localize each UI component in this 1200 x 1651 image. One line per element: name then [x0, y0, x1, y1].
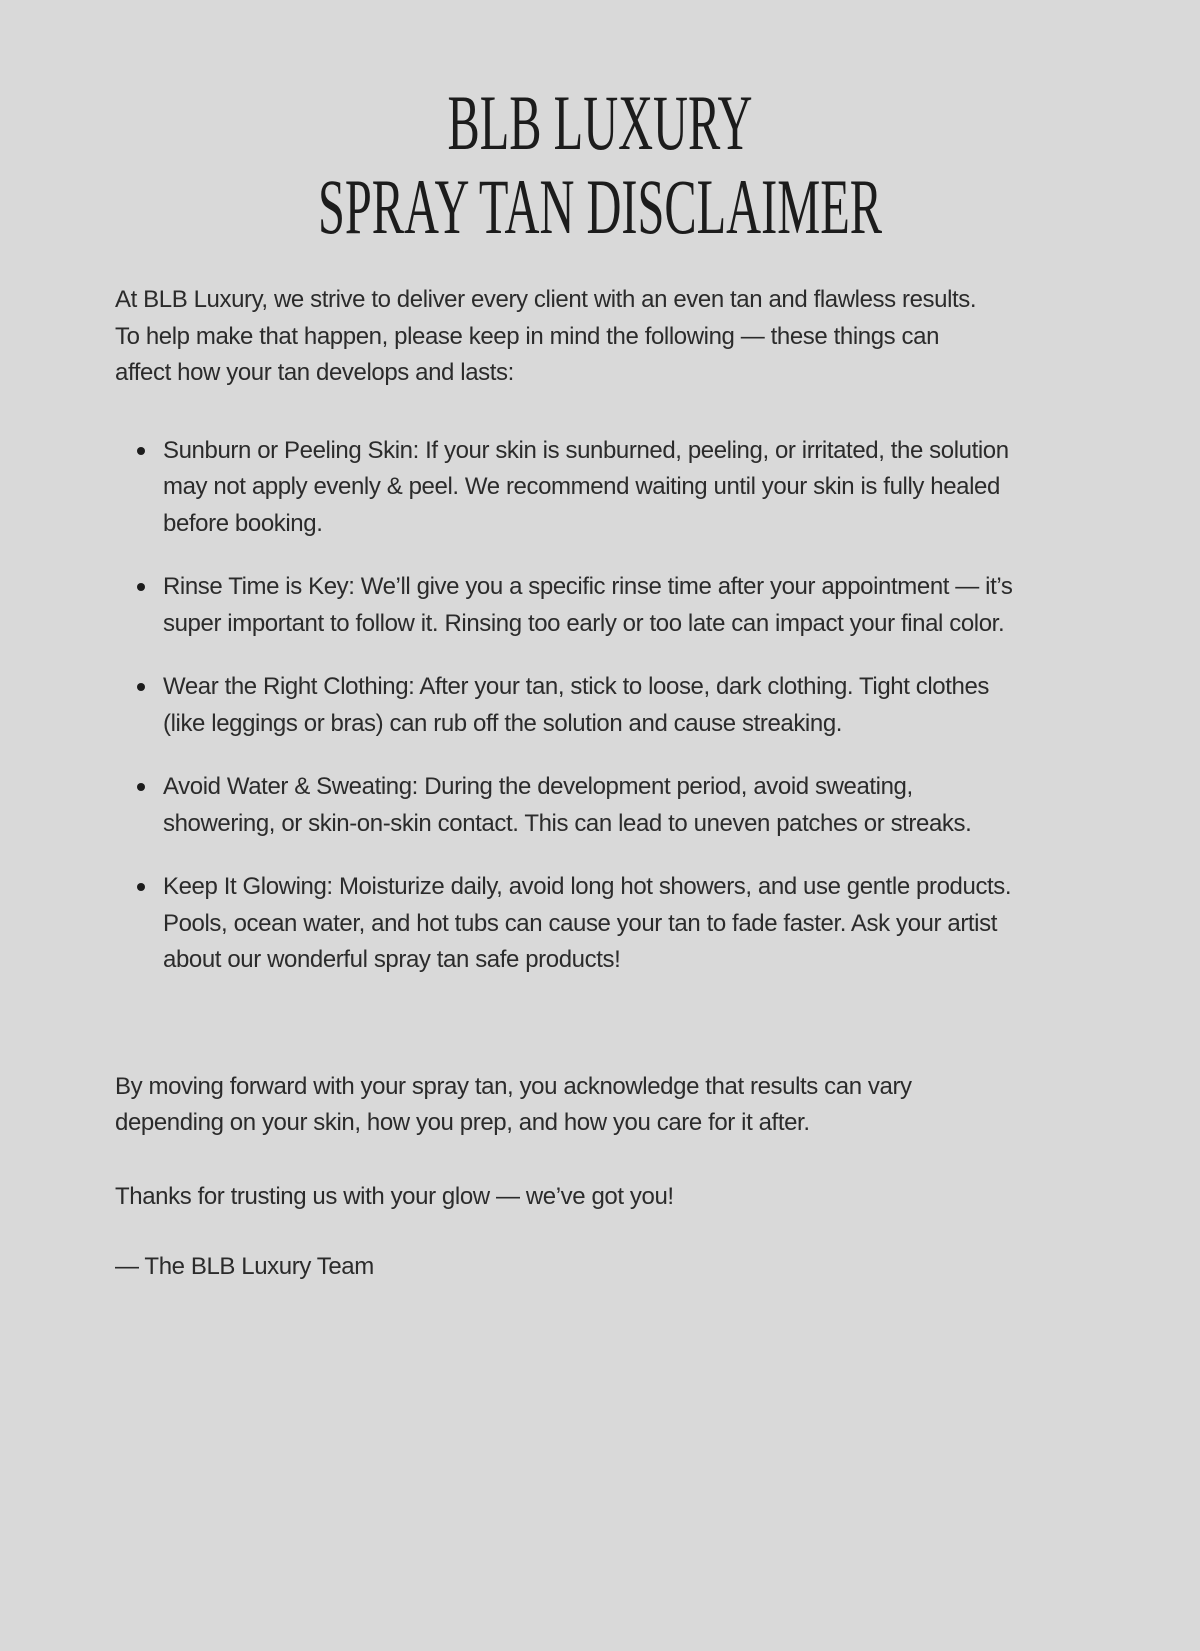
list-item: Wear the Right Clothing: After your tan, stick to loose, dark clothing. Tight clothes (like leggings or bras) can rub off the solution and cause streaking. [115, 669, 1030, 742]
title-subject: SPRAY TAN DISCLAIMER [317, 163, 883, 250]
intro-paragraph: At BLB Luxury, we strive to deliver every client with an even tan and flawless results. To help make that happen, please keep in mind the following — these things can affect how your tan develops and lasts: [115, 286, 977, 386]
list-item: Rinse Time is Key: We’ll give you a specific rinse time after your appointment — it’s super important to follow it. Rinsing too early or too late can impact your final color. [115, 569, 1030, 642]
list-item: Sunburn or Peeling Skin: If your skin is sunburned, peeling, or irritated, the solution may not apply evenly & peel. We recommend waiting until your skin is fully healed before booking. [115, 433, 1030, 543]
document-body [115, 282, 1200, 1286]
signature-line: — The BLB Luxury Team [115, 1253, 374, 1280]
title-brand: BLB LUXURY [447, 79, 753, 166]
list-item: Avoid Water & Sweating: During the development period, avoid sweating, showering, or skin-on-skin contact. This can lead to uneven patches or streaks. [115, 769, 1030, 842]
acknowledgement-paragraph: By moving forward with your spray tan, you acknowledge that results can vary depending on your skin, how you prep, and how you care for it after. [115, 1072, 912, 1136]
list-item: Keep It Glowing: Moisturize daily, avoid long hot showers, and use gentle products. Pools, ocean water, and hot tubs can cause your tan to fade faster. Ask your artist about our wonderful spray tan safe products! [115, 869, 1030, 979]
page-title [0, 0, 1200, 250]
disclaimer-list [115, 433, 1200, 979]
thanks-paragraph: Thanks for trusting us with your glow — we’ve got you! [115, 1182, 674, 1210]
